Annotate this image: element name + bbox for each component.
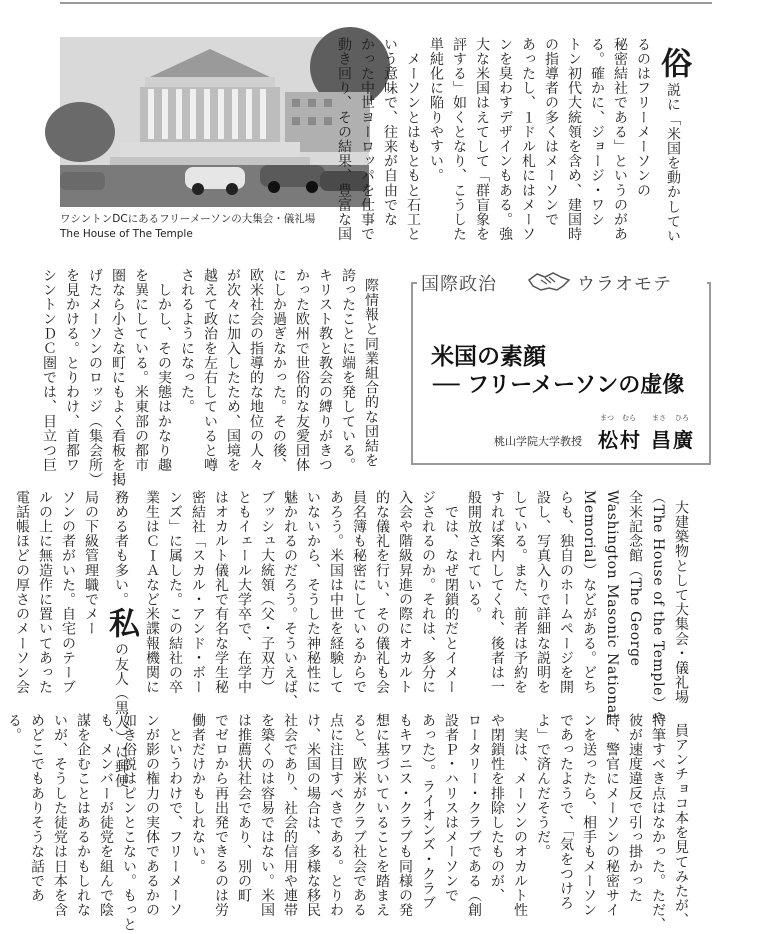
top-rule <box>60 2 712 4</box>
caption-jp: ワシントンDCにあるフリーメーソンの大集会・儀礼場 <box>60 213 316 225</box>
column-3b-text: の友人（黒人）に郵便 局の下級管理職でメー ソンの者がいた。自宅のテーブ ルの上に無造作に置いてあった 電話帳ほどの厚さのメーソン会 <box>14 490 129 789</box>
article-column-4 <box>6 713 715 932</box>
kicker-left: 国際政治 <box>421 274 497 295</box>
drop-cap-watashi: 私 <box>103 606 139 639</box>
series-kicker <box>417 268 707 296</box>
article-column-3 <box>14 490 715 789</box>
column-2-text: 際情報と同業組合的な団結を 誇ったことに端を発している。 キリスト教と教会の縛りがきつ かった欧州で世俗的な友愛団体 にしか過ぎなかった。その後、 欧米社会の指導的な地位の人々 が次々に加入したため、国境を 越えて政治を左右していると噂 されるようになった。 しかし、その実態はかなり趣 を異にしている。米東部の都市 圏なら小さな町にもよく看板を掲 げたメーソンのロッジ（集会所） を見かける。とりわけ、首都ワ シントンＤＣ圏では、目立つ巨 <box>41 268 379 487</box>
column-3-text: 大建築物として大集会・儀礼場 （The House of the Temple）や 全米記念館（The George Washington Masonic National Memorial）などがある。どち らも、独自のホームページを開 設し、写真入りで詳細な説明を している。また、前者は予約を すれば案内してくれ、後者は一 般開放されている。 では、なぜ閉鎖的だとイメー ジされるのか。それは、多分に 入会や階級昇進の際にオカルト 的な儀礼を行い、その儀礼も会 員名簿も秘密にしているからで あろう。米国は中世を経験して いないから、そうした神秘性に 魅かれるのだろう。そういえば、 ブッシュ大統領（父・子双方） ともイェール大学卒で、在学中 はオカルト儀礼で有名な学生秘 密結社「スカル・アンド・ボー ンズ」に属した。この結社の卒 業生はＣＩＡなど米諜報機関に 務める者も多い。 <box>113 490 689 726</box>
headline: 米国の素顔 <box>431 344 546 370</box>
temple-photo <box>60 37 369 207</box>
ruby-3: まさ <box>652 414 666 422</box>
author-affiliation: 桃山学院大学教授 <box>494 435 582 448</box>
author-name: 松村 昌廣 <box>598 428 695 452</box>
caption-en: The House of The Temple <box>60 228 193 240</box>
article-column-1 <box>336 37 715 262</box>
handshake-icon <box>527 268 571 299</box>
kicker-right: ウラオモテ <box>577 274 672 295</box>
column-1-text: 説に「米国を動かしてい るのはフリーメーソンの 秘密結社である」というのがあ る。確かに、ジョージ・ワシ トン初代大統領を含め、建国時 の指導者の多くはメーソンで あったし、１ドル札にはメーソ ンを臭わすデザインもある。強 大な米国はえてして「群盲象を 評する」如くとなり、こうした 単純化に陥りやすい。 メーソンとはもともと石工と いう意味で、往来が自由でな かった中世ヨーロッパを仕事で 動き回り、その結果、豊富な国 <box>336 37 681 244</box>
ruby-4: ひろ <box>675 414 689 422</box>
column-4-text: 員アンチョコ本を見てみたが、 特筆すべき点はなかった。ただ、 彼が速度違反で引っ掛かった 時、警官にメーソンの秘密サイ ンを送ったら、相手もメーソン であったようで、「気をつけろ よ」で済んだそうだ。 実は、メーソンのオカルト性 や閉鎖性を排除したものが、 ロータリー・クラブである（創 設者Ｐ・ハリスはメーソンで あった）。ライオンズ・クラブ もキワニス・クラブも同様の発 想に基づいていることを踏まえ ると、欧米がクラブ社会である 点に注目すべきである。とりわ け、米国の場合は、多様な移民 社会であり、社会的信用や連帯 を築くのは容易ではない。米国 は推薦状社会であり、別の町 でゼロから再出発できるのは労 働者だけかもしれない。 というわけで、フリーメーソ ンが影の権力の実体であるかの 如き俗説はピンとこない。もっと も、メンバーが徒党を組んで陰 謀を企むことはあるかもしれな いが、そうした徒党は日本を含 めどこでもありそうな話であ る。 <box>6 713 689 932</box>
drop-cap-zoku: 俗 <box>655 47 691 79</box>
ruby-2: むら <box>622 414 636 422</box>
subheadline: ── フリーメーソンの虚像 <box>433 373 685 398</box>
ruby-1: まつ <box>600 414 614 422</box>
article-column-2 <box>41 268 405 487</box>
